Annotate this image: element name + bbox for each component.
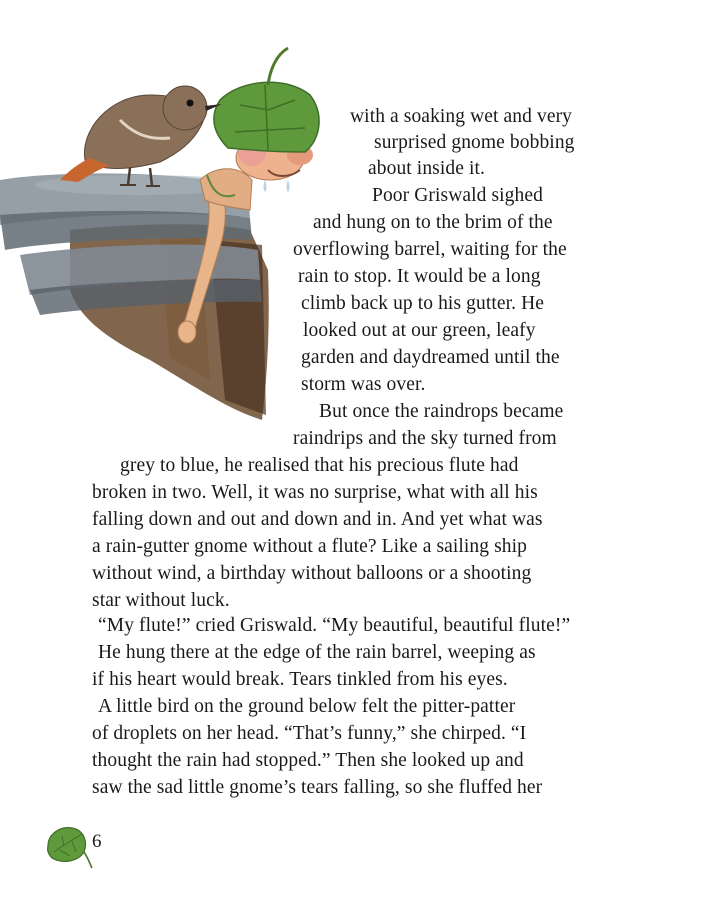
text-line: about inside it. [368, 158, 485, 179]
text-line: He hung there at the edge of the rain barrel, weeping as [98, 642, 536, 663]
text-line: garden and daydreamed until the [301, 347, 560, 368]
green-leaf-icon [42, 822, 94, 870]
text-line: saw the sad little gnome’s tears falling, so she fluffed her [92, 777, 543, 798]
bird-head [163, 86, 207, 130]
text-line: looked out at our green, leafy [303, 320, 536, 341]
text-line: grey to blue, he realised that his precious flute had [120, 455, 519, 476]
bird-and-gnome-illustration [0, 40, 330, 430]
text-line: A little bird on the ground below felt the pitter-patter [98, 696, 516, 717]
text-line: raindrips and the sky turned from [293, 428, 557, 449]
text-line: star without luck. [92, 590, 230, 611]
text-line: and hung on to the brim of the [313, 212, 553, 233]
text-line: with a soaking wet and very [350, 106, 573, 127]
text-line: broken in two. Well, it was no surprise, what with all his [92, 482, 538, 503]
text-line: storm was over. [301, 374, 426, 395]
tear-drops [264, 180, 267, 192]
text-line: surprised gnome bobbing [374, 132, 575, 153]
text-line: rain to stop. It would be a long [298, 266, 541, 287]
page-number: 6 [92, 831, 102, 852]
text-line: falling down and out and down and in. And yet what was [92, 509, 543, 530]
text-line: thought the rain had stopped.” Then she looked up and [92, 750, 524, 771]
text-line: overflowing barrel, waiting for the [293, 239, 567, 260]
text-line: climb back up to his gutter. He [301, 293, 545, 314]
text-line: if his heart would break. Tears tinkled from his eyes. [92, 669, 508, 690]
text-line: Poor Griswald sighed [372, 185, 543, 206]
text-line: without wind, a birthday without balloons or a shooting [92, 563, 532, 584]
text-line: But once the raindrops became [319, 401, 564, 422]
text-line: of droplets on her head. “That’s funny,” she chirped. “I [92, 723, 527, 744]
text-line: “My flute!” cried Griswald. “My beautiful, beautiful flute!” [98, 615, 571, 636]
text-line: a rain-gutter gnome without a flute? Like a sailing ship [92, 536, 528, 557]
